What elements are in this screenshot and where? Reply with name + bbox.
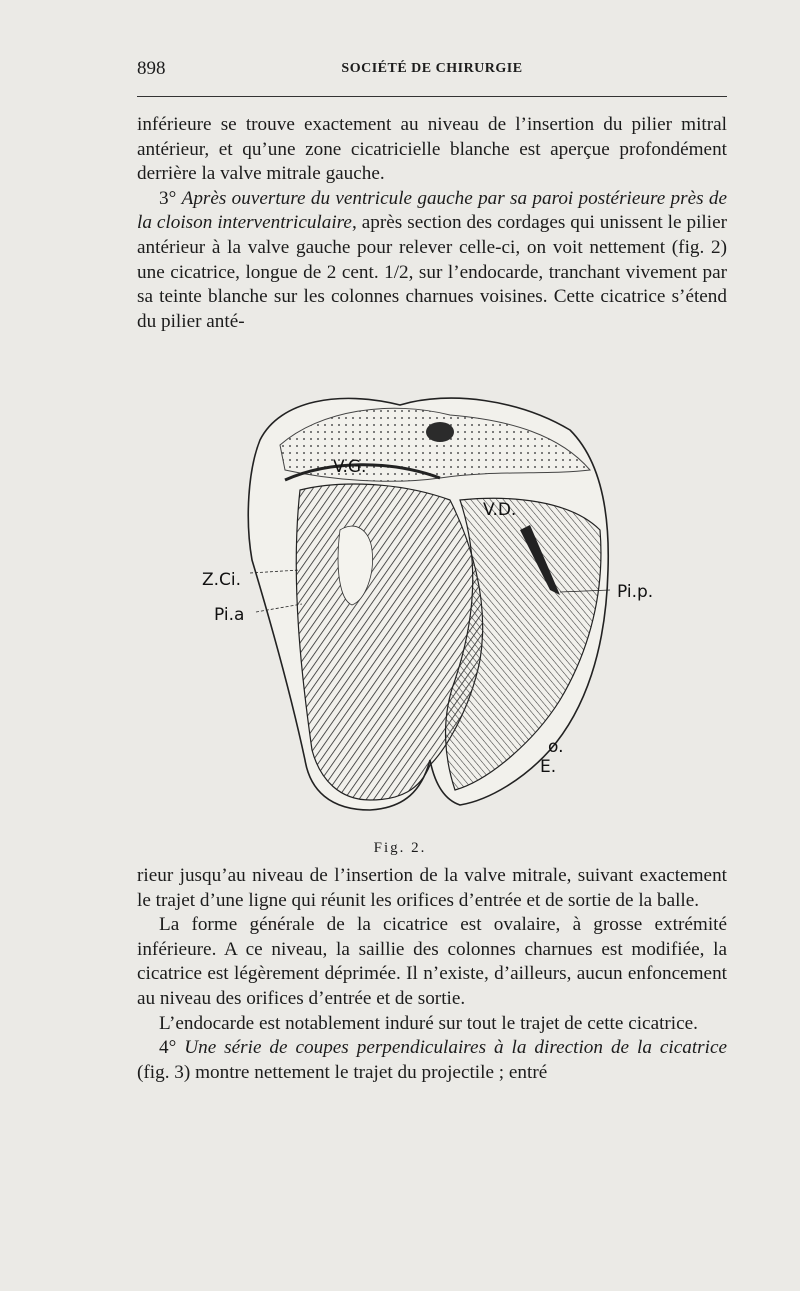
paragraph <box>137 1036 727 1085</box>
paragraph-text: (fig. 3) montre nettement le trajet du projectile ; entré <box>137 1061 548 1083</box>
paragraph: inférieure se trouve exactement au niveau de l’insertion du pilier mitral antérieur, et qu’une zone cicatricielle blanche est aperçue profondément derrière la valve mitrale gauche. <box>137 114 727 185</box>
paragraph <box>137 187 727 335</box>
label-e: E. <box>540 757 557 777</box>
label-vd: V.D. <box>483 500 517 520</box>
label-vg: V.G. <box>333 457 367 477</box>
label-zci: Z.Ci. <box>202 570 242 590</box>
heart-figure <box>190 360 670 830</box>
italic-heading: Après ouverture du ventricule gauche par sa paroi postérieure près de la cloison interventriculaire <box>137 187 728 234</box>
figure-caption: Fig. 2. <box>373 840 427 856</box>
section-number: 3° <box>159 187 177 209</box>
paragraph-text: , après section des cordages qui unissent le pilier antérieur à la valve gauche pour relever celle-ci, on voit nettement (fig. 2) une cicatrice, longue de 2 cent. 1/2, sur l’endocarde, tranchant vivement par sa teinte blanche sur les colonnes charnues voisines. Cette cicatrice s’étend du pilier anté- <box>137 212 728 332</box>
label-pip: Pi.p. <box>617 582 654 602</box>
paragraph: rieur jusqu’au niveau de l’insertion de la valve mitrale, suivant exactement le trajet d’une ligne qui réunit les orifices d’entrée et de sortie de la balle. <box>137 865 727 911</box>
label-o: o. <box>548 737 564 757</box>
label-pia: Pi.a <box>214 605 245 625</box>
text-block-top <box>137 113 727 334</box>
header-rule <box>137 96 727 97</box>
running-header <box>137 58 727 84</box>
page-number: 898 <box>137 58 166 79</box>
running-title: SOCIÉTÉ DE CHIRURGIE <box>341 61 523 76</box>
text-block-bottom <box>137 864 727 1085</box>
italic-heading: Une série de coupes perpendiculaires à la direction de la cicatrice <box>184 1037 728 1059</box>
heart-section-illustration <box>190 360 670 830</box>
paragraph: L’endocarde est notablement induré sur tout le trajet de cette cicatrice. <box>159 1012 698 1034</box>
paragraph: La forme générale de la cicatrice est ovalaire, à grosse extrémité inférieure. A ce niveau, la saillie des colonnes charnues est modifiée, la cicatrice est légèrement déprimée. Il n’existe, d’ailleurs, aucun enfoncement au niveau des orifices d’entrée et de sortie. <box>137 914 727 1009</box>
section-number: 4° <box>159 1037 177 1059</box>
